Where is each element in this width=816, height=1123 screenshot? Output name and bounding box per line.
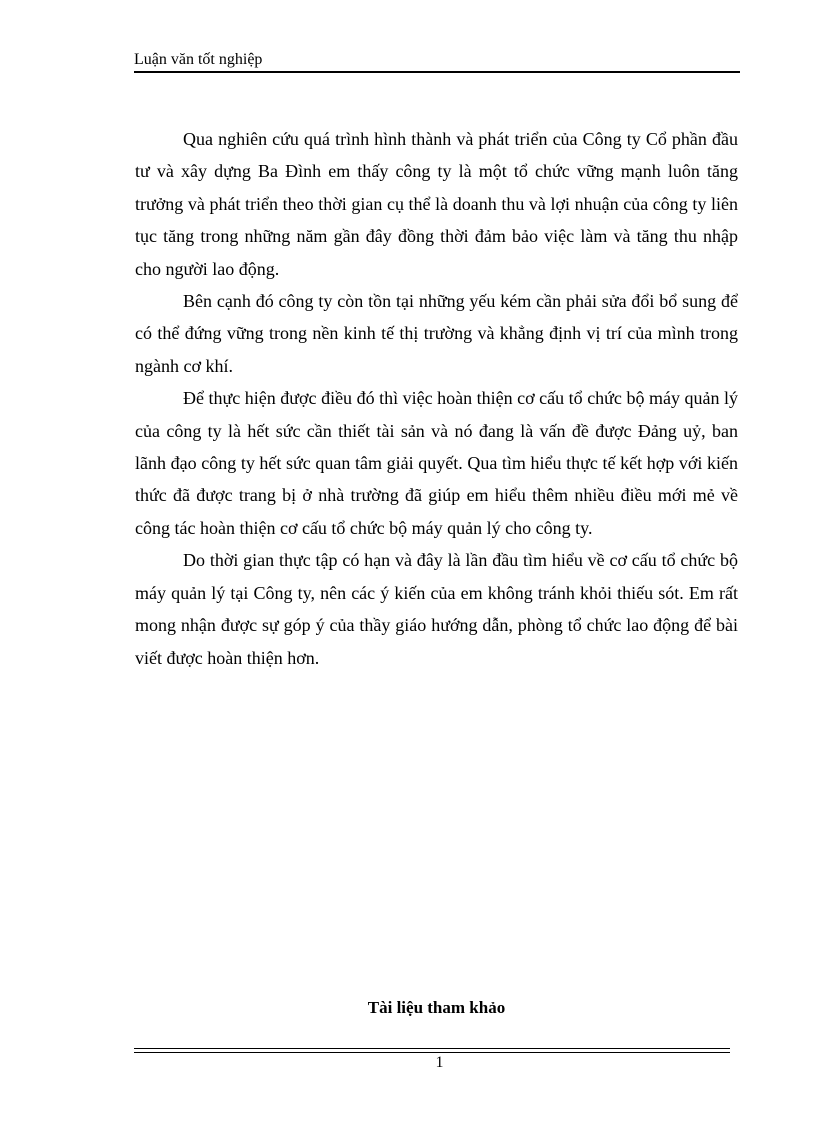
paragraph-4: Do thời gian thực tập có hạn và đây là lần đầu tìm hiểu về cơ cấu tổ chức bộ máy quản lý tại Công ty, nên các ý kiến của em không tránh khỏi thiếu sót. Em rất mong nhận được sự góp ý của thầy giáo hướng dẫn, phòng tổ chức lao động để bài viết được hoàn thiện hơn. (135, 550, 738, 668)
header-rule (134, 71, 740, 73)
paragraph-1: Qua nghiên cứu quá trình hình thành và phát triển của Công ty Cổ phần đầu tư và xây dựng Ba Đình em thấy công ty là một tổ chức vững mạnh luôn tăng trưởng và phát triển theo thời gian cụ thể là doanh thu và lợi nhuận của công ty liên tục tăng trong những năm gần đây đồng thời đảm bảo việc làm và tăng thu nhập cho người lao động. (135, 129, 738, 279)
paragraph-2: Bên cạnh đó công ty còn tồn tại những yếu kém cần phải sửa đổi bổ sung để có thể đứng vững trong nền kinh tế thị trường và khẳng định vị trí của mình trong ngành cơ khí. (135, 291, 738, 376)
paragraph-3: Để thực hiện được điều đó thì việc hoàn thiện cơ cấu tổ chức bộ máy quản lý của công ty là hết sức cần thiết tài sản và nó đang là vấn đề được Đảng uỷ, ban lãnh đạo công ty hết sức quan tâm giải quyết. Qua tìm hiểu thực tế kết hợp với kiến thức đã được trang bị ở nhà trường đã giúp em hiểu thêm nhiều điều mới mẻ về công tác hoàn thiện cơ cấu tổ chức bộ máy quản lý cho công ty. (135, 388, 738, 538)
body-text (135, 123, 738, 674)
page-number: 1 (435, 1054, 444, 1071)
references-heading: Tài liệu tham khảo (367, 998, 506, 1017)
running-header-title: Luận văn tốt nghiệp (134, 51, 263, 68)
